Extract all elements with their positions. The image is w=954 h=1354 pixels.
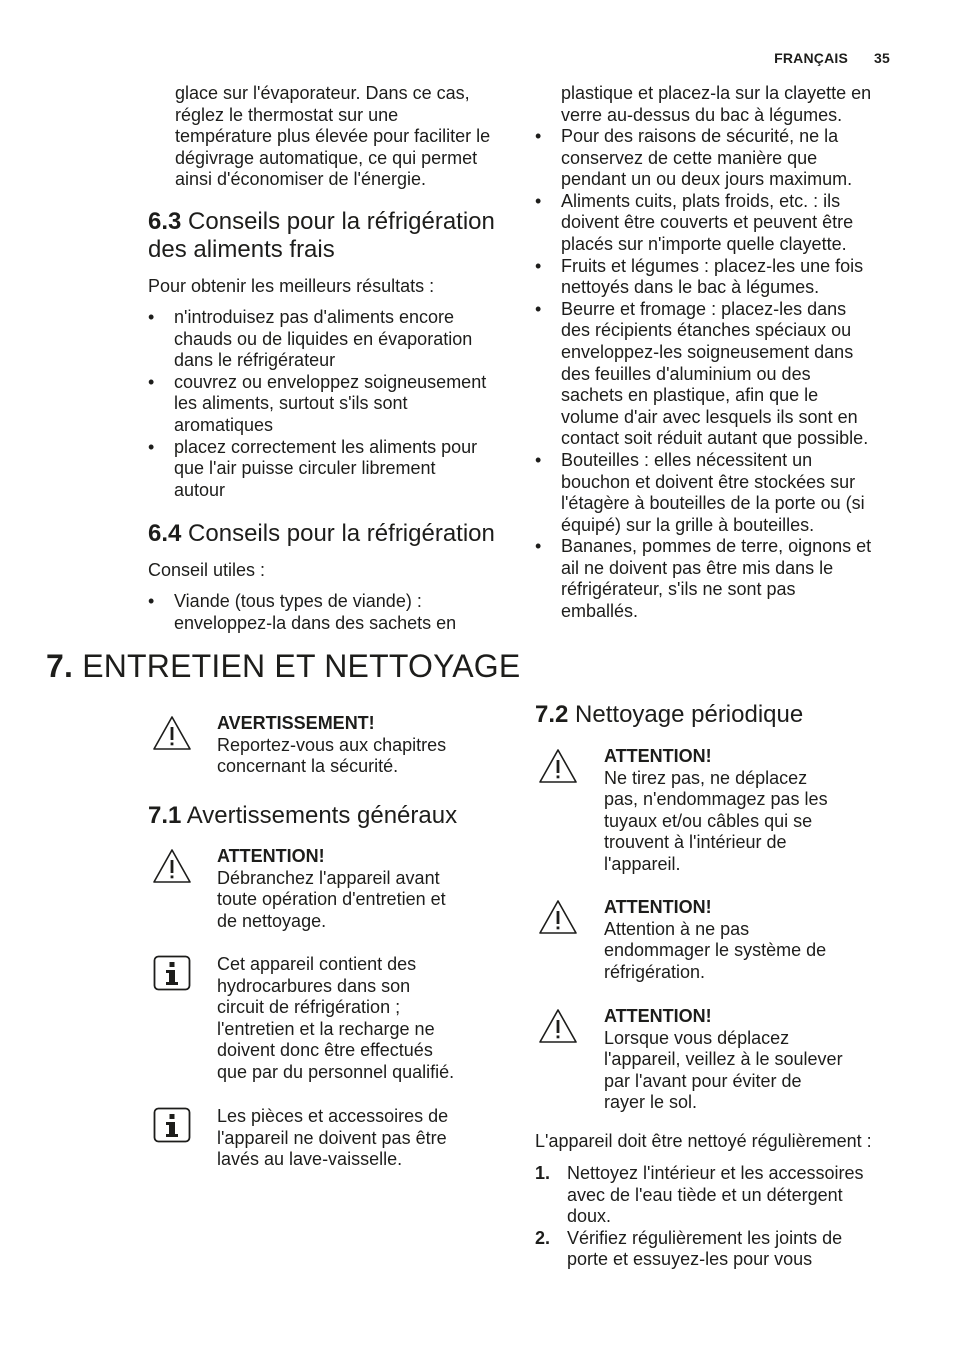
line: endommager le système de xyxy=(604,940,827,961)
line: contact soit réduit autant que possible. xyxy=(561,428,869,449)
section-title-cont: des aliments frais xyxy=(148,236,335,263)
page-number: 35 xyxy=(874,50,890,66)
section-6-3-intro: Pour obtenir les meilleurs résultats : xyxy=(148,276,435,296)
info-icon xyxy=(153,955,191,991)
line: verre au-dessus du bac à légumes. xyxy=(561,104,843,125)
list-item xyxy=(535,450,905,536)
section-7-2-heading xyxy=(535,701,803,729)
line: hydrocarbures dans son xyxy=(217,975,411,996)
section-title: Conseils pour la réfrigération xyxy=(188,520,495,547)
line: • Viande (tous types de viande) : xyxy=(174,591,422,611)
line: des récipients étanches spéciaux ou xyxy=(561,320,852,341)
attention-note xyxy=(604,1006,894,1114)
line: Nettoyez l'intérieur et les accessoires xyxy=(567,1163,864,1183)
list-item xyxy=(148,591,518,634)
list-item xyxy=(535,126,905,191)
line: • Aliments cuits, plats froids, etc. : ils xyxy=(561,190,841,211)
line: Les pièces et accessoires de xyxy=(217,1106,449,1126)
line: circuit de réfrigération ; xyxy=(217,997,401,1018)
chapter-number: 7. xyxy=(46,648,74,684)
section-7-1-heading xyxy=(148,802,457,830)
cleaning-intro: L'appareil doit être nettoyé régulièrement : xyxy=(535,1131,872,1151)
warning-triangle-icon xyxy=(538,1008,578,1044)
chapter-heading xyxy=(46,648,520,684)
list-item xyxy=(148,437,518,502)
line: • Fruits et légumes : placez-les une fois xyxy=(561,255,864,276)
attention-note xyxy=(604,746,894,876)
step-item xyxy=(535,1163,905,1228)
line: lavés au lave-vaisselle. xyxy=(217,1149,403,1170)
chapter-title: ENTRETIEN ET NETTOYAGE xyxy=(82,648,521,684)
attention-note xyxy=(217,846,497,932)
page-header xyxy=(774,50,890,66)
line: enveloppez-la dans des sachets en xyxy=(174,612,457,633)
attention-note xyxy=(604,897,894,983)
line: • Bananes, pommes de terre, oignons et xyxy=(561,536,872,557)
info-note xyxy=(217,1106,507,1171)
line: aromatiques xyxy=(174,414,274,435)
line: chauds ou de liquides en évaporation xyxy=(174,328,473,349)
intro-paragraph xyxy=(175,83,515,191)
line: trouvent à l'intérieur de xyxy=(604,832,787,853)
line: par l'avant pour éviter de xyxy=(604,1070,802,1091)
line: doux. xyxy=(567,1206,612,1227)
line: concernant la sécurité. xyxy=(217,756,399,777)
line: équipé) sur la grille à bouteilles. xyxy=(561,514,815,535)
section-6-4-heading xyxy=(148,520,495,548)
section-6-4-intro: Conseil utiles : xyxy=(148,560,266,580)
intro-line: glace sur l'évaporateur. Dans ce cas, xyxy=(175,83,470,103)
intro-line: ainsi d'économiser de l'énergie. xyxy=(175,169,427,190)
list-item xyxy=(535,536,905,622)
line: avec de l'eau tiède et un détergent xyxy=(567,1184,843,1205)
line: • Bouteilles : elles nécessitent un xyxy=(561,449,813,470)
line: pas, n'endommagez pas les xyxy=(604,789,828,810)
line: doivent donc être effectués xyxy=(217,1040,433,1061)
line: conservez de cette manière que xyxy=(561,147,818,168)
section-number: 7.2 xyxy=(535,701,569,728)
section-6-4-list xyxy=(148,591,518,634)
section-6-3-heading xyxy=(148,208,518,264)
intro-line: température plus élevée pour faciliter le xyxy=(175,126,491,147)
list-item xyxy=(535,256,905,299)
list-item xyxy=(535,299,905,450)
list-item xyxy=(535,191,905,256)
section-title: Nettoyage périodique xyxy=(575,701,804,728)
line: l'appareil. xyxy=(604,853,681,874)
list-item xyxy=(148,372,518,437)
intro-line: dégivrage automatique, ce qui permet xyxy=(175,147,478,168)
line: l'appareil ne doivent pas être xyxy=(217,1127,447,1148)
line: Vérifiez régulièrement les joints de xyxy=(567,1227,843,1248)
cleaning-steps xyxy=(535,1163,905,1271)
line: bouchon et doivent être stockées sur xyxy=(561,471,856,492)
line: autour xyxy=(174,479,226,500)
line: l'appareil, veillez à le soulever xyxy=(604,1049,843,1070)
step-number: 1. xyxy=(535,1163,551,1183)
warning-triangle-icon xyxy=(152,848,192,884)
line: Débranchez l'appareil avant xyxy=(217,867,440,888)
line: que par du personnel qualifié. xyxy=(217,1061,455,1082)
line: porte et essuyez-les pour vous xyxy=(567,1249,813,1270)
line: plastique et placez-la sur la clayette en xyxy=(561,83,872,103)
list-item xyxy=(148,307,518,372)
warning-triangle-icon xyxy=(538,899,578,935)
line: toute opération d'entretien et xyxy=(217,889,446,910)
line: Cet appareil contient des xyxy=(217,954,417,974)
intro-line: réglez le thermostat sur une xyxy=(175,104,399,125)
attention-title: ATTENTION! xyxy=(217,846,325,866)
line: Reportez-vous aux chapitres xyxy=(217,734,447,755)
line: • placez correctement les aliments pour xyxy=(174,436,478,457)
continued-paragraph xyxy=(561,83,901,126)
line: les aliments, surtout s'ils sont xyxy=(174,393,408,414)
line: l'étagère à bouteilles de la porte ou (si xyxy=(561,493,865,514)
section-number: 6.4 xyxy=(148,520,182,547)
line: placés sur n'importe quelle clayette. xyxy=(561,233,847,254)
line: Attention à ne pas xyxy=(604,918,750,939)
line: tuyaux et/ou câbles qui se xyxy=(604,810,813,831)
line: sachets en plastique, afin que le xyxy=(561,385,819,406)
warning-triangle-icon xyxy=(152,715,192,751)
step-number: 2. xyxy=(535,1227,551,1248)
line: • Pour des raisons de sécurité, ne la xyxy=(561,126,839,146)
line: Lorsque vous déplacez xyxy=(604,1027,790,1048)
attention-title: ATTENTION! xyxy=(604,897,712,917)
line: pendant un ou deux jours maximum. xyxy=(561,169,853,190)
line: réfrigération. xyxy=(604,961,706,982)
step-item xyxy=(535,1228,905,1271)
line: que l'air puisse circuler librement xyxy=(174,458,436,479)
line: rayer le sol. xyxy=(604,1092,698,1113)
warning-triangle-icon xyxy=(538,748,578,784)
line: de nettoyage. xyxy=(217,910,327,931)
storage-tips-list xyxy=(535,126,905,623)
header-language: FRANÇAIS xyxy=(774,50,849,66)
section-6-3-list xyxy=(148,307,518,501)
line: l'entretien et la recharge ne xyxy=(217,1018,435,1039)
line: • Beurre et fromage : placez-les dans xyxy=(561,298,847,319)
section-title: Avertissements généraux xyxy=(186,802,458,829)
line: emballés. xyxy=(561,601,639,622)
line: volume d'air avec lesquels ils sont en xyxy=(561,406,858,427)
line: nettoyés dans le bac à légumes. xyxy=(561,277,820,298)
line: enveloppez-les soigneusement dans xyxy=(561,341,854,362)
line: réfrigérateur, s'ils ne sont pas xyxy=(561,579,796,600)
section-number: 7.1 xyxy=(148,802,182,829)
section-number: 6.3 xyxy=(148,208,182,235)
info-note xyxy=(217,954,507,1084)
line: • n'introduisez pas d'aliments encore xyxy=(174,307,455,327)
line: des feuilles d'aluminium ou des xyxy=(561,363,811,384)
line: ail ne doivent pas être mis dans le xyxy=(561,557,834,578)
line: • couvrez ou enveloppez soigneusement xyxy=(174,371,487,392)
info-icon xyxy=(153,1107,191,1143)
line: Ne tirez pas, ne déplacez xyxy=(604,767,808,788)
attention-title: ATTENTION! xyxy=(604,1006,712,1026)
line: doivent être couverts et peuvent être xyxy=(561,212,854,233)
section-title: Conseils pour la réfrigération xyxy=(188,208,495,235)
line: dans le réfrigérateur xyxy=(174,350,336,371)
attention-title: ATTENTION! xyxy=(604,746,712,766)
warning-note xyxy=(217,713,497,778)
warning-title: AVERTISSEMENT! xyxy=(217,713,375,733)
